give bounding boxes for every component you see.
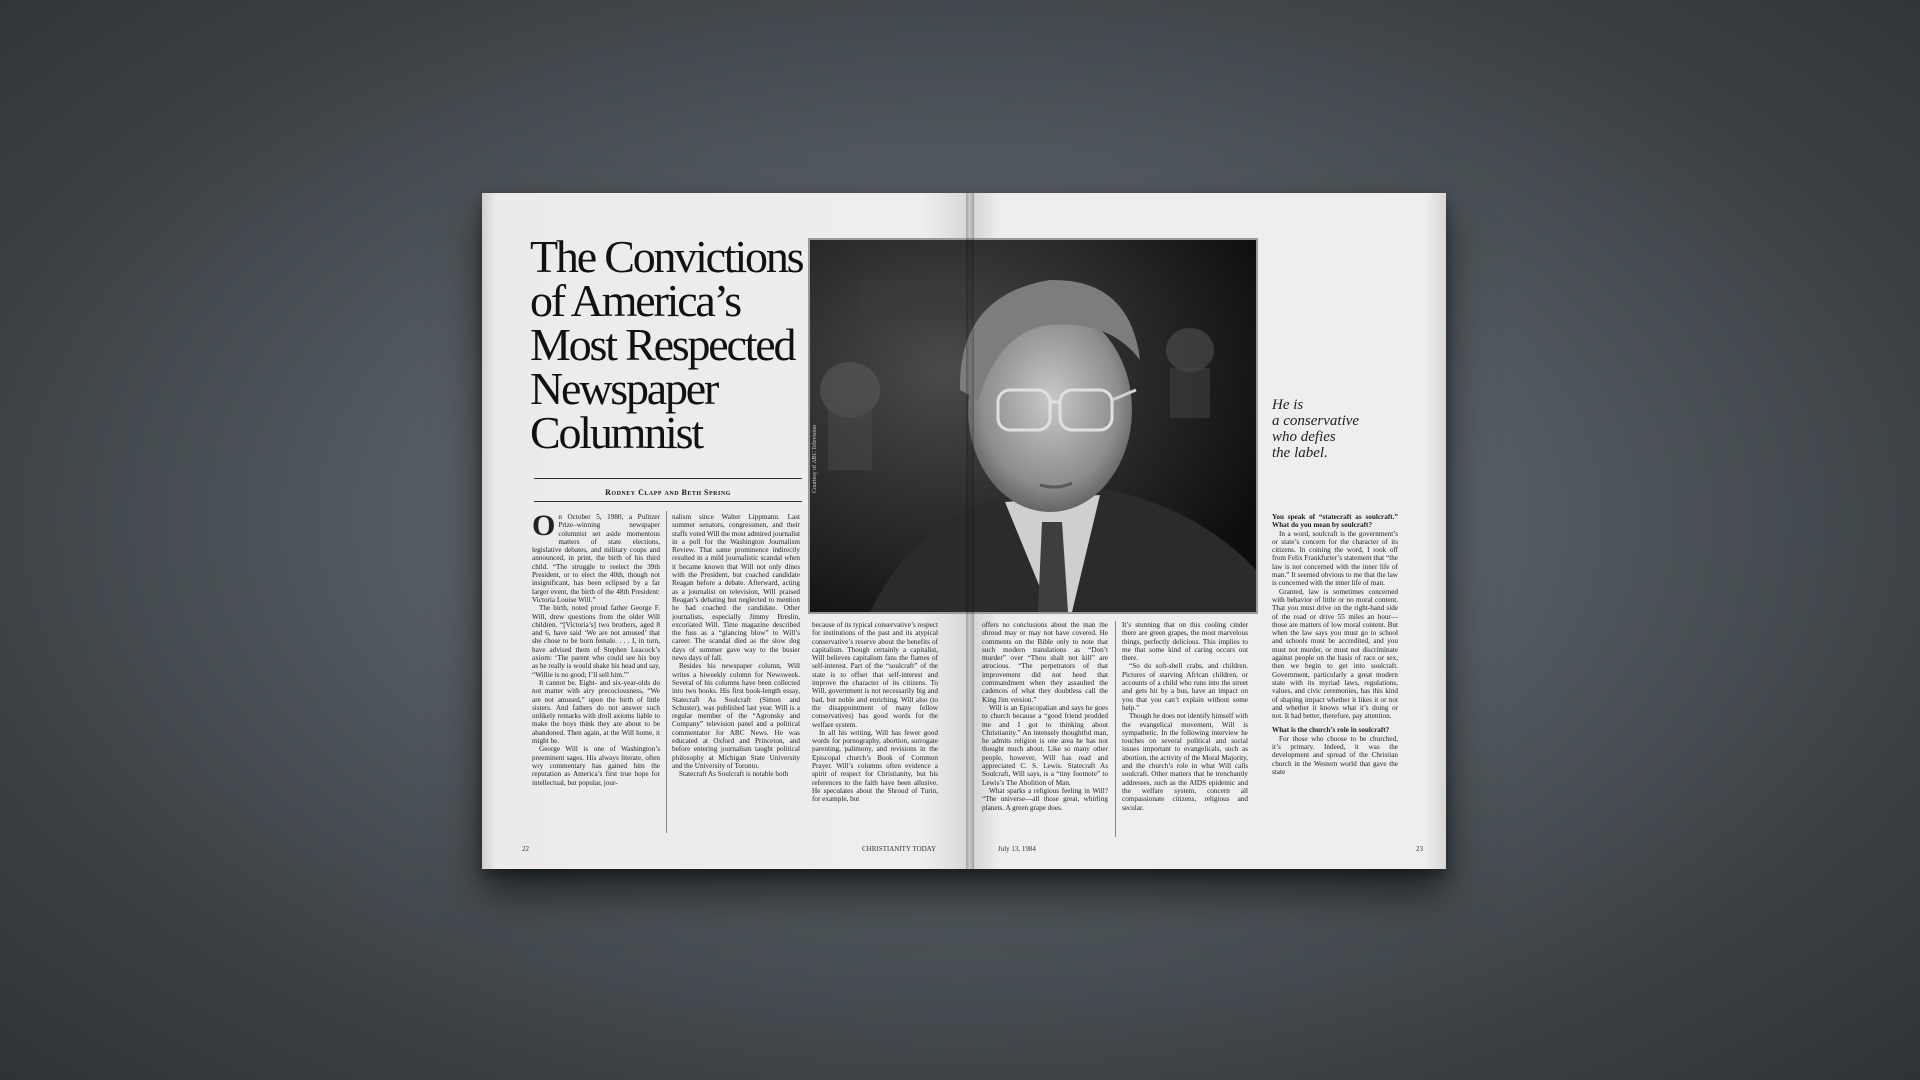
paragraph: Statecraft As Soulcraft is notable both <box>679 770 789 779</box>
paragraph: The birth, noted proud father George F. Will, drew questions from the older Will children. “[Victoria’s] two brothers, aged 8 and 6, have said ‘We are not amused’ that she chose to be born female. . . . I, in turn, have advised them of Stephen Leacock’s axiom: ‘The parent who could see his boy as he really is would shake his head and say, “Willie is no good; I’ll sell him.”’ <box>532 604 660 679</box>
paragraph: Will is an Episcopalian and says he goes to church because a “good friend prodded me and I got to thinking about Christianity.” An intensely thoughtful man, he admits religion is one area he has not thought much about. Like so many other people, however, Will has read and appreciated C. S. Lewis. Statecraft As Soulcraft, Will says, is a “tiny footnote” to Lewis’s The Abolition of Man. <box>982 703 1108 787</box>
article-headline <box>530 231 830 458</box>
drop-cap: O <box>532 513 556 542</box>
paragraph: Besides his newspaper column, Will writes a biweekly column for Newsweek. Several of his columns have been collected into two books. His first book-length essay, Statecraft As Soulcraft (Simon and Schuster), was published last year. Will is a regular member of the “Agronsky and Company” television panel and a political commentator for ABC News. He was educated at Oxford and Princeton, and before entering journalism taught political philosophy at Michigan State University and the University of Toronto. <box>672 662 800 770</box>
portrait-image <box>810 240 1256 612</box>
pull-quote-line: the label. <box>1272 445 1328 461</box>
column-rule <box>1115 621 1116 837</box>
paragraph: offers no conclusions about the man the shroud may or may not have covered. He comments on the Bible only to note that such modern translations as “Don’t murder” over “Thou shalt not kill” are atrocious. “The perpetrators of that improvement did not heed that commandment when they assaulted the cadences of what they doubtless call the King Jim version.” <box>982 621 1108 704</box>
headline-line: of America’s <box>530 275 740 326</box>
headline-line: Most Respected <box>530 319 795 370</box>
photo-credit: Courtesy of ABC Television <box>812 425 818 493</box>
paragraph: It’s stunning that on this cooling cinder there are green grapes, the most marvelous things, perfectly delicious. This implies to me that some kind of caring occurs out there. <box>1122 621 1248 663</box>
text-column-3 <box>812 621 938 837</box>
paragraph: nalism since Walter Lippmann. Last summer senators, congressmen, and their staffs voted Will the most admired journalist in a poll for the Washington Journalism Review. That same prominence indirectly resulted in a mild journalistic scandal when it became known that Will not only dines with the President, but coached candidate Reagan before a debate. Afterward, acting as a journalist on television, Will praised Reagan’s debating but neglected to mention he had coached the candidate. Other journalists, especially Jimmy Breslin, excoriated Will. Time magazine described the fuss as a “glancing blow” to Will’s career. The scandal died as the slow dog days of summer gave way to the busier news days of fall. <box>672 513 800 663</box>
headline-line: The Convictions <box>530 231 803 282</box>
text-column-6 <box>1272 513 1398 837</box>
portrait-photo <box>808 238 1258 614</box>
headline-line: Columnist <box>530 407 702 458</box>
paragraph: For those who choose to be churched, it’s primary. Indeed, it was the development and spread of the Christian church in the Western world that gave the state <box>1272 734 1398 776</box>
page-number-left: 22 <box>522 845 529 853</box>
paragraph: In all his writing, Will has fewer good words for pornography, abortion, surrogate parenting, palimony, and revisions in the Episcopal church’s Book of Common Prayer. Will’s columns often evidence a spirit of respect for Christianity, but his references to the faith have been allusive. He speculates about the Shroud of Turin, for example, but <box>812 728 938 804</box>
column-rule <box>666 511 667 833</box>
paragraph: In a word, soulcraft is the government’s or state’s concern for the character of its citizens. In coining the word, I took off from Felix Frankfurter’s statement that “the law is not concerned with the inner life of man.” It seemed obvious to me that the law is concerned with the inner life of man. <box>1272 529 1398 588</box>
paragraph: Granted, law is sometimes concerned with behavior of little or no moral content. That you must drive on the right-hand side of the road or drive 55 miles an hour—those are matters of low moral content. But when the law says you must go to school and schools must be accredited, and you must not murder, or must not discriminate against people on the basis of race or sex, then we begin to get into soulcraft. Government, particularly a great modern state with its myriad laws, regulations, values, and civic ceremonies, has this kind of shaping impact whether it likes it or not and whether it knows what it’s doing or not. It had better, therefore, pay attention. <box>1272 587 1398 721</box>
text-column-5 <box>1122 621 1248 837</box>
byline-rule-bottom <box>534 501 802 502</box>
pull-quote-line: who defies <box>1272 429 1336 445</box>
paragraph: because of its typical conservative’s respect for institutions of the past and its atypical conservative’s reserve about the benefits of capitalism. Though certainly a capitalist, Will believes capitalism fans the flames of self-interest. Part of the “soulcraft” of the state is to offset that self-interest and improve the character of its citizens. To Will, government is not necessarily big and bad, but noble and enriching. Will also (to the disappointment of many fellow conservatives) has good words for the welfare system. <box>812 621 938 729</box>
magazine-name: CHRISTIANITY TODAY <box>862 845 937 853</box>
page-number-right: 23 <box>1416 845 1423 853</box>
text-column-1 <box>532 513 660 837</box>
pull-quote <box>1272 397 1392 461</box>
pull-quote-line: He is <box>1272 397 1304 413</box>
issue-date: July 13, 1984 <box>998 845 1036 853</box>
magazine-spread <box>482 193 1446 869</box>
paragraph: It cannot be. Eight- and six-year-olds do not matter with airy precociousness, “We are not amused,” upon the birth of little sisters. And fathers do not answer such unlikely remarks with droll axioms liable to make the boys think they are about to be abandoned. Then again, at the Will home, it might be. <box>532 678 660 746</box>
interview-question: You speak of “statecraft as soulcraft.” What do you mean by soulcraft? <box>1272 513 1398 530</box>
paragraph: n October 5, 1980, a Pulitzer Prize–winning newspaper columnist set aside momentous matters of state elections, legislative debates, and military coups and announced, in print, the birth of his third child. “The struggle to reelect the 39th President, or to elect the 40th, though not insignificant, has been eclipsed by a far larger event, the birth of the 48th President: Victoria Louise Will.” <box>532 513 660 604</box>
pull-quote-line: a conservative <box>1272 413 1360 429</box>
headline-line: Newspaper <box>530 363 718 414</box>
text-column-4 <box>982 621 1108 837</box>
paragraph: “So do soft-shell crabs, and children. Pictures of starving African children, or accounts of a child who runs into the street and gets hit by a bus, have an impact on you that you can’t explain without some help.” <box>1122 662 1248 712</box>
byline-rule-top <box>534 478 802 479</box>
spine-gutter <box>966 193 974 869</box>
text-column-2 <box>672 513 800 837</box>
paragraph: What sparks a religious feeling in Will? “The universe—all those great, whirling planets. A green grape does. <box>982 786 1108 812</box>
paragraph: Though he does not identify himself with the evangelical movement, Will is sympathetic. In the following interview he touches on several political and social issues important to evangelicals, such as abortion, the activity of the Moral Majority, and the church’s role in what Will calls soulcraft. Other matters that he trenchantly addresses, such as the AIDS epidemic and the welfare system, concern all compassionate citizens, religious and secular. <box>1122 712 1248 812</box>
paragraph: George Will is one of Washington’s preeminent sages. His always literate, often wry commentary has gained him the reputation as America’s first true hope for intellectual, but popular, jour- <box>532 745 660 787</box>
interview-question: What is the church’s role in soulcraft? <box>1272 726 1390 735</box>
byline: Rodney Clapp and Beth Spring <box>605 488 731 497</box>
